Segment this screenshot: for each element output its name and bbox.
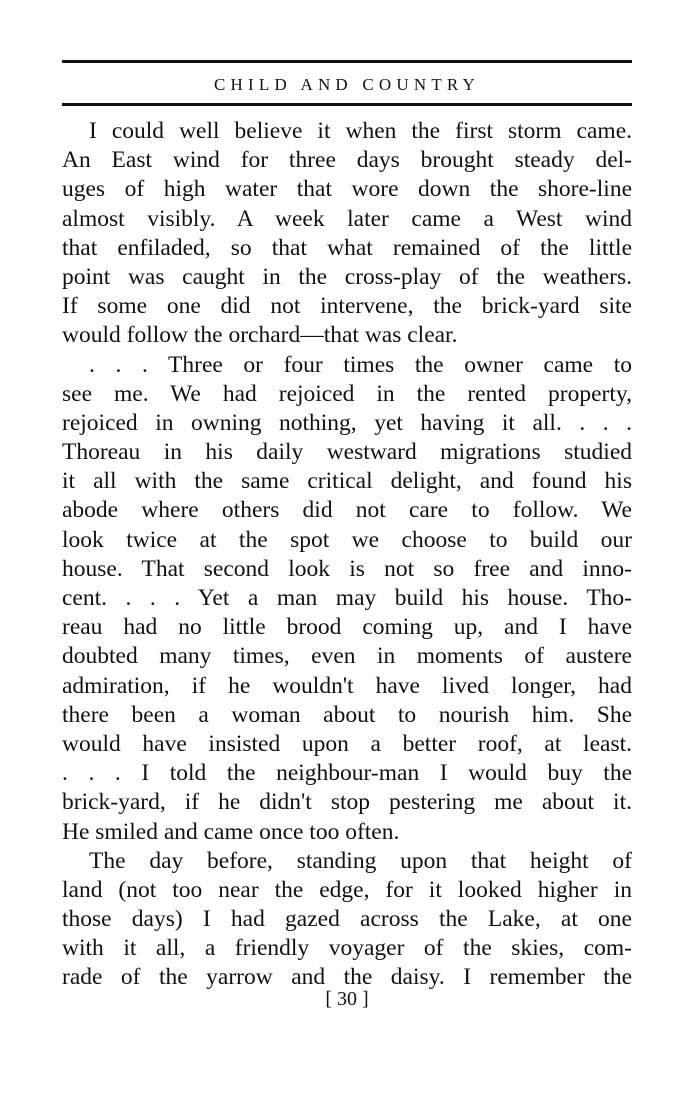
text-line: The day before, standing upon that height of [89,847,632,874]
text-line: would follow the orchard—that was clear. [62,322,458,349]
text-line: He smiled and came once too often. [62,818,400,845]
text-line: . . . I told the neighbour-man I would buy the [62,760,632,787]
text-line: abode where others did not care to follow. We [62,497,632,524]
text-line: brick-yard, if he didn't stop pestering me about it. [62,789,632,816]
text-line: uges of high water that wore down the shore-line [62,176,632,203]
text-line: look twice at the spot we choose to build our [62,526,632,553]
text-line: An East wind for three days brought steady del- [62,147,632,174]
running-head-title: CHILD AND COUNTRY [214,75,480,94]
text-line: there been a woman about to nourish him. She [62,701,632,728]
text-line: doubted many times, even in moments of austere [62,643,632,670]
text-line: rade of the yarrow and the daisy. I remember the [62,964,632,991]
text-line: . . . Three or four times the owner came to [89,351,632,378]
header-rule-top [62,60,632,63]
text-line: it all with the same critical delight, and found his [62,468,632,495]
text-line: Thoreau in his daily westward migrations studied [62,439,632,466]
text-line: house. That second look is not so free and inno- [62,555,632,582]
text-line: reau had no little brood coming up, and I have [62,614,632,641]
text-line: cent. . . . Yet a man may build his house. Tho- [62,585,632,611]
text-line: with it all, a friendly voyager of the skies, com- [62,935,632,962]
text-line: those days) I had gazed across the Lake, at one [62,906,632,933]
body-text [62,117,632,993]
text-line: would have insisted upon a better roof, at least. [62,730,632,757]
text-line: If some one did not intervene, the brick-yard site [62,293,632,320]
text-line: almost visibly. A week later came a West wind [62,205,632,232]
text-line: admiration, if he wouldn't have lived longer, had [62,672,632,699]
text-line: point was caught in the cross-play of the weathers. [62,263,632,290]
text-line: that enfiladed, so that what remained of the little [62,234,632,261]
text-line: see me. We had rejoiced in the rented property, [62,380,632,407]
header-rule-bottom [62,103,632,106]
page-number: [ 30 ] [325,988,369,1010]
text-line: land (not too near the edge, for it looked higher in [62,876,632,903]
text-line: rejoiced in owning nothing, yet having it all. . . . [62,409,632,436]
text-line: I could well believe it when the first storm came. [89,118,632,144]
